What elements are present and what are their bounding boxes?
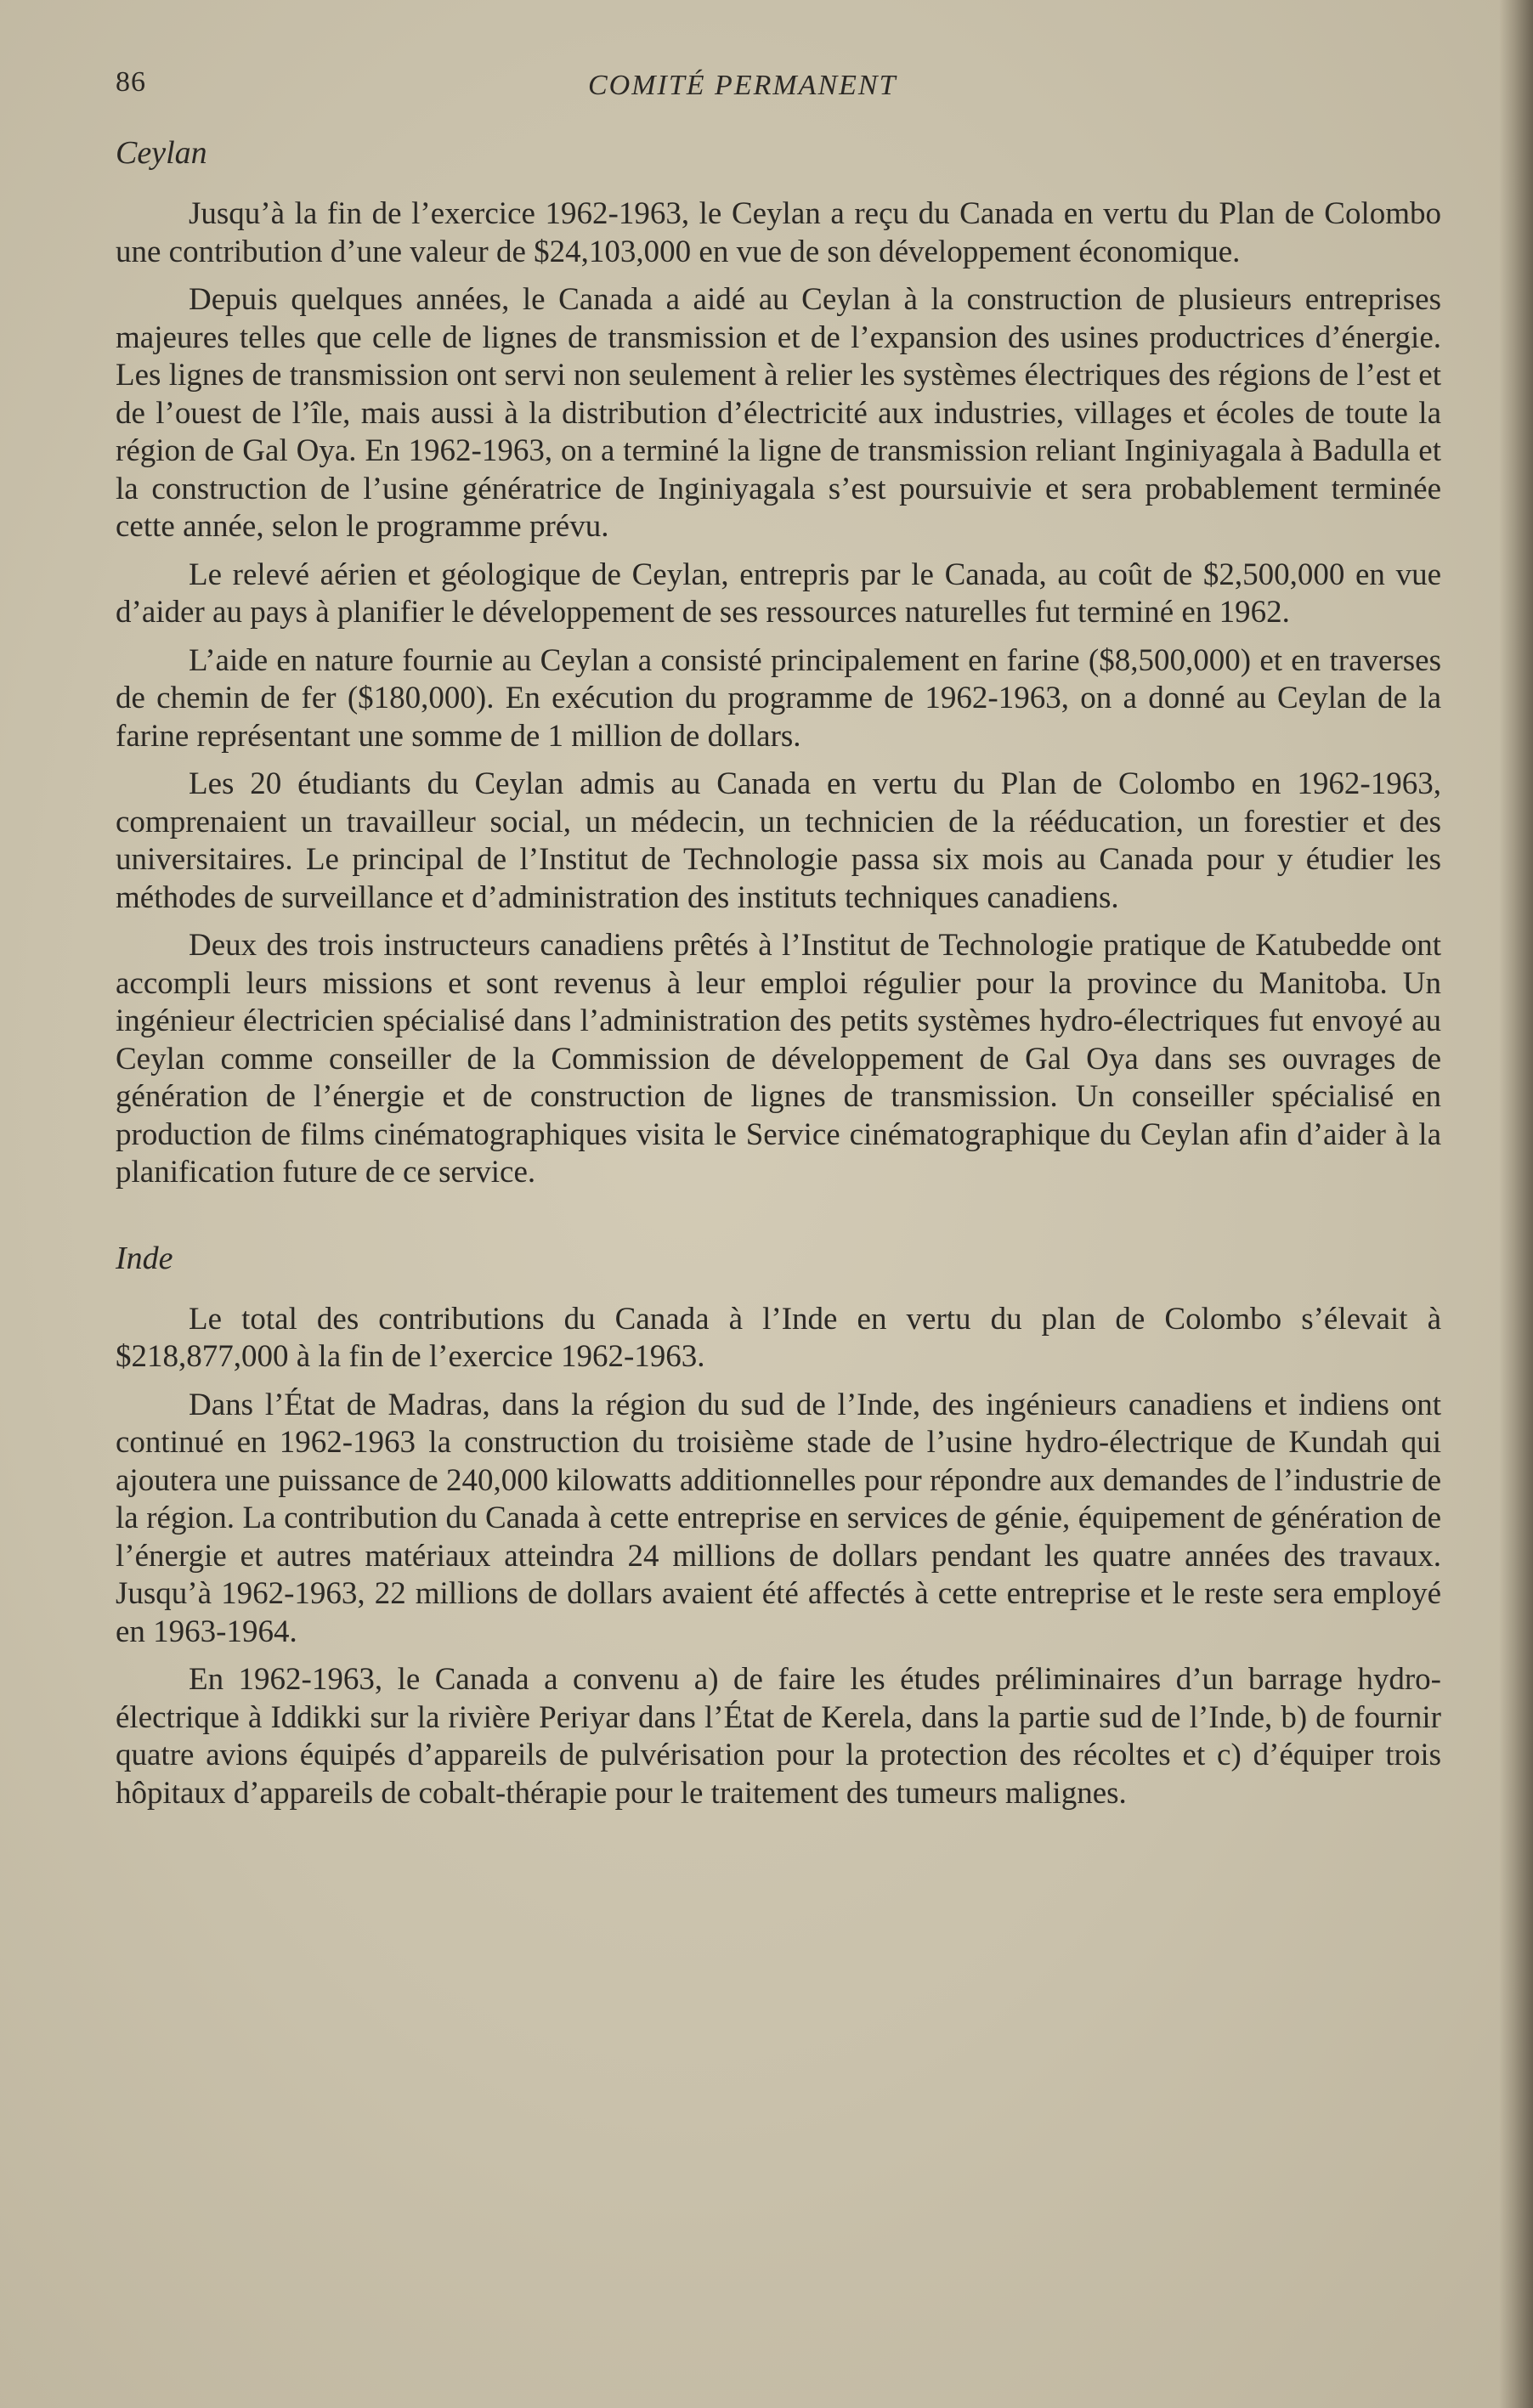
section-spacer	[116, 1202, 1441, 1240]
section-title: Ceylan	[116, 135, 207, 171]
paragraph: Le total des contributions du Canada à l’Inde en vertu du plan de Colombo s’élevait à $218,877,000 à la fin de l’exercice 1962-1963.	[116, 1301, 1441, 1374]
page-spine-shadow	[1499, 0, 1533, 2408]
paragraph: Depuis quelques années, le Canada a aidé au Ceylan à la construction de plusieurs entreprises majeures telles que celle de lignes de transmission et de l’expansion des usines productrices d’énergie. Les lignes de transmission ont servi non seulement à relier les systèmes électriques des régions de l’est et de l’ouest de l’île, mais aussi à la distribution d’électricité aux industries, villages et écoles de toute la région de Gal Oya. En 1962-1963, on a terminé la ligne de transmission reliant Inginiyagala à Badulla et la construction de l’usine génératrice de Inginiyagala s’est poursuivie et sera probablement terminée cette année, selon le programme prévu.	[116, 282, 1441, 544]
page-header	[116, 66, 1441, 109]
paragraph: Les 20 étudiants du Ceylan admis au Canada en vertu du Plan de Colombo en 1962-1963, comprenaient un travailleur social, un médecin, un technicien de la rééducation, un forestier et des universitaires. Le principal de l’Institut de Technologie passa six mois au Canada pour y étudier les méthodes de surveillance et d’administration des instituts techniques canadiens.	[116, 766, 1441, 915]
page-body	[116, 134, 1441, 1823]
paragraph: Jusqu’à la fin de l’exercice 1962-1963, le Ceylan a reçu du Canada en vertu du Plan de Colombo une contribution d’une valeur de $24,103,000 en vue de son développement économique.	[116, 196, 1441, 269]
page-number: 86	[116, 66, 146, 98]
paragraph: Dans l’État de Madras, dans la région du sud de l’Inde, des ingénieurs canadiens et indiens ont continué en 1962-1963 la construction du troisième stade de l’usine hydro-électrique de Kundah qui ajoutera une puissance de 240,000 kilowatts additionnelles pour répondre aux demandes de l’industrie de la région. La contribution du Canada à cette entreprise en services de génie, équipement de génération de l’énergie et autres matériaux atteindra 24 millions de dollars pendant les quatre années des travaux. Jusqu’à 1962-1963, 22 millions de dollars avaient été affectés à cette entreprise et le reste sera employé en 1963-1964.	[116, 1387, 1441, 1649]
section-ceylan	[116, 134, 1441, 1192]
paragraph: L’aide en nature fournie au Ceylan a consisté principalement en farine ($8,500,000) et en traverses de chemin de fer ($180,000). En exécution du programme de 1962-1963, on a donné au Ceylan de la farine représentant une somme de 1 million de dollars.	[116, 642, 1441, 754]
running-head: COMITÉ PERMANENT	[588, 70, 897, 101]
paragraph: En 1962-1963, le Canada a convenu a) de faire les études préliminaires d’un barrage hydro-électrique à Iddikki sur la rivière Periyar dans l’État de Kerela, dans la partie sud de l’Inde, b) de fournir quatre avions équipés d’appareils de pulvérisation pour la protection des récoltes et c) d’équiper trois hôpitaux d’appareils de cobalt-thérapie pour le traitement des tumeurs malignes.	[116, 1662, 1441, 1811]
section-inde	[116, 1240, 1441, 1813]
paragraph: Le relevé aérien et géologique de Ceylan, entrepris par le Canada, au coût de $2,500,000 en vue d’aider au pays à planifier le développement de ses ressources naturelles fut terminé en 1962.	[116, 557, 1441, 630]
paragraph: Deux des trois instructeurs canadiens prêtés à l’Institut de Technologie pratique de Katubedde ont accompli leurs missions et sont revenus à leur emploi régulier pour la province du Manitoba. Un ingénieur électricien spécialisé dans l’administration des petits systèmes hydro-électriques fut envoyé au Ceylan comme conseiller de la Commission de développement de Gal Oya dans ses ouvrages de génération de l’énergie et de construction de lignes de transmission. Un conseiller spécialisé en production de films cinématographiques visita le Service cinématographique du Ceylan afin d’aider à la planification future de ce service.	[116, 928, 1441, 1190]
section-title: Inde	[116, 1240, 173, 1276]
